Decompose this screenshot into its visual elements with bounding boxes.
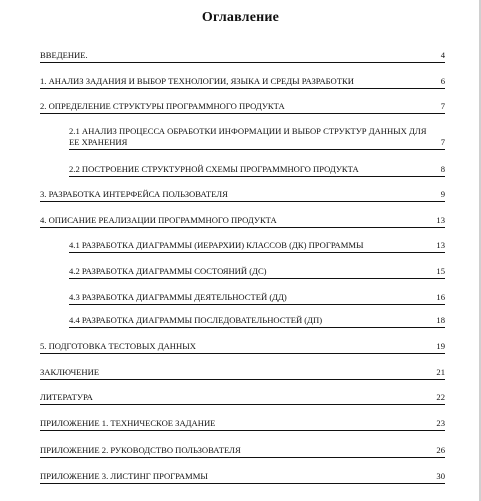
toc-entry-page: 21: [436, 367, 445, 377]
toc-entry: [40, 445, 445, 458]
toc-entry-page: 7: [440, 101, 445, 111]
toc-entry: [40, 392, 445, 405]
toc-entry-label: 4. ОПИСАНИЕ РЕАЛИЗАЦИИ ПРОГРАММНОГО ПРОДУКТА: [40, 215, 277, 225]
toc-entry-page: 19: [436, 341, 445, 351]
toc-entry-label: 2. ОПРЕДЕЛЕНИЕ СТРУКТУРЫ ПРОГРАММНОГО ПРОДУКТА: [40, 101, 285, 111]
toc-entry: [40, 367, 445, 380]
toc-entry-page: 13: [436, 240, 445, 250]
toc-entry-label: 4.2 РАЗРАБОТКА ДИАГРАММЫ СОСТОЯНИЙ (ДС): [69, 266, 267, 276]
toc-entry-label: 5. ПОДГОТОВКА ТЕСТОВЫХ ДАННЫХ: [40, 341, 196, 351]
toc-entry-page: 15: [436, 266, 445, 276]
toc-entry-label: 4.1 РАЗРАБОТКА ДИАГРАММЫ (ИЕРАРХИИ) КЛАССОВ (ДК) ПРОГРАММЫ: [69, 240, 364, 250]
toc-entry: [40, 189, 445, 202]
toc-entry: [40, 50, 445, 63]
toc-entry-page: 26: [436, 445, 445, 455]
toc-entry-page: 13: [436, 215, 445, 225]
toc-entry-label: 1. АНАЛИЗ ЗАДАНИЯ И ВЫБОР ТЕХНОЛОГИИ, ЯЗЫКА И СРЕДЫ РАЗРАБОТКИ: [40, 76, 354, 86]
toc-entry-label: 4.4 РАЗРАБОТКА ДИАГРАММЫ ПОСЛЕДОВАТЕЛЬНОСТЕЙ (ДП): [69, 315, 323, 325]
toc-entry-label: 4.3 РАЗРАБОТКА ДИАГРАММЫ ДЕЯТЕЛЬНОСТЕЙ (ДД): [69, 292, 287, 302]
toc-entry: [69, 315, 445, 328]
toc-entry-page: 7: [440, 137, 445, 147]
toc-entry-page: 6: [440, 76, 445, 86]
toc-entry: [69, 266, 445, 279]
toc-entry-label: 2.2 ПОСТРОЕНИЕ СТРУКТУРНОЙ СХЕМЫ ПРОГРАММНОГО ПРОДУКТА: [69, 164, 359, 174]
toc-entry-page: 23: [436, 418, 445, 428]
toc-entry: [40, 418, 445, 431]
toc-entry: [40, 341, 445, 354]
toc-entry-page: 8: [440, 164, 445, 174]
toc-entry: [69, 164, 445, 177]
toc-entry-label: ПРИЛОЖЕНИЕ 1. ТЕХНИЧЕСКОЕ ЗАДАНИЕ: [40, 418, 216, 428]
toc-entry-label: ЛИТЕРАТУРА: [40, 392, 93, 402]
toc-entry: [69, 126, 445, 150]
toc-entry: [69, 240, 445, 253]
toc-entry-label: 3. РАЗРАБОТКА ИНТЕРФЕЙСА ПОЛЬЗОВАТЕЛЯ: [40, 189, 228, 199]
toc-entry: [40, 215, 445, 228]
toc-entry-page: 18: [436, 315, 445, 325]
toc-title: Оглавление: [201, 10, 280, 25]
toc-entry: [40, 471, 445, 484]
toc-entry-label: ВВЕДЕНИЕ.: [40, 50, 88, 60]
toc-entry-label: ПРИЛОЖЕНИЕ 2. РУКОВОДСТВО ПОЛЬЗОВАТЕЛЯ: [40, 445, 241, 455]
toc-entry-page: 9: [440, 189, 445, 199]
toc-entry: [69, 292, 445, 305]
toc-entry-page: 16: [436, 292, 445, 302]
toc-entry-page: 22: [436, 392, 445, 402]
toc-entry-page: 4: [440, 50, 445, 60]
toc-entry: [40, 101, 445, 114]
toc-entry-label: ЗАКЛЮЧЕНИЕ: [40, 367, 100, 377]
toc-entry-label: ПРИЛОЖЕНИЕ 3. ЛИСТИНГ ПРОГРАММЫ: [40, 471, 208, 481]
toc-entry: [40, 76, 445, 89]
toc-entry-page: 30: [436, 471, 445, 481]
toc-entry-label: 2.1 АНАЛИЗ ПРОЦЕССА ОБРАБОТКИ ИНФОРМАЦИИ И ВЫБОР СТРУКТУР ДАННЫХ ДЛЯ ЕЕ ХРАНЕНИЯ: [69, 126, 427, 147]
